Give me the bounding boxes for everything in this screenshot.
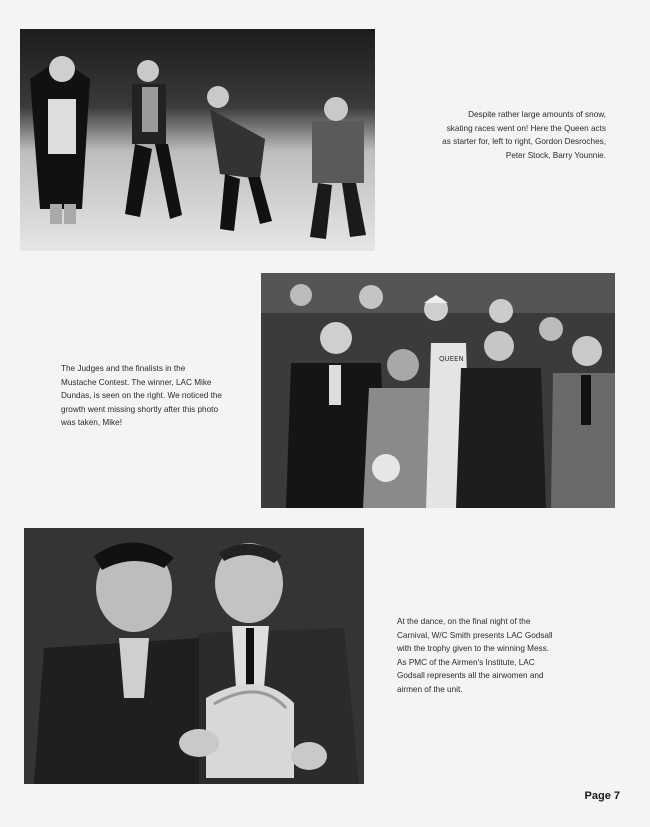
page-number: Page 7 xyxy=(584,790,620,802)
sash-text: QUEEN xyxy=(439,355,464,363)
skating-race-image xyxy=(20,29,375,251)
mustache-contest-caption: The Judges and the finalists in the Mustache Contest. The winner, LAC Mike Dundas, is seen on the right. We noticed the growth went missing shortly after this photo was taken, Mike! xyxy=(61,364,222,428)
trophy-presentation-photo xyxy=(24,528,364,784)
skating-race-caption: Despite rather large amounts of snow, skating races went on! Here the Queen acts as starter for, left to right, Gordon Desroches, Peter Stock, Barry Younnie. xyxy=(442,110,606,160)
mustache-contest-image xyxy=(261,273,615,508)
trophy-presentation-caption: At the dance, on the final night of the Carnival, W/C Smith presents LAC Godsall with the trophy given to the winning Mess. As PMC of the Airmen's Institute, LAC Godsall represents all the airwomen and airmen of the unit. xyxy=(397,617,553,694)
mustache-contest-photo xyxy=(261,273,615,508)
skating-race-photo xyxy=(20,29,375,251)
trophy-presentation-image xyxy=(24,528,364,784)
